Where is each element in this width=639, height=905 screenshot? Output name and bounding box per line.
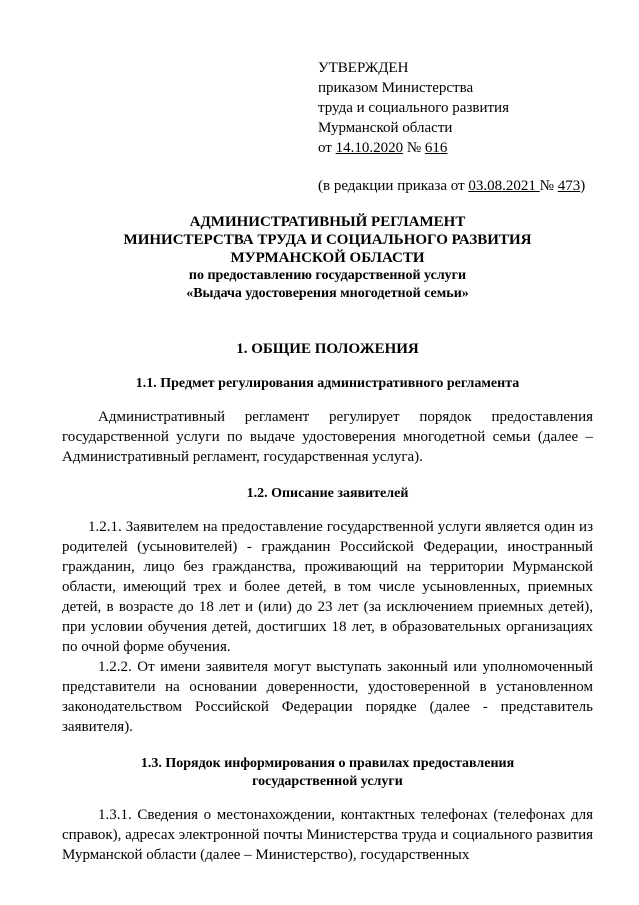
paragraph: 1.3.1. Сведения о местонахождении, контактных телефонах (телефонах для справок), адресах электронной почты Министерства труда и социального развития Мурманской области (далее – Министерство), государственных xyxy=(62,807,593,863)
paragraph: Административный регламент регулирует порядок предоставления государственной услуги по выдаче удостоверения многодетной семьи (далее – Административный регламент, государственная услуга). xyxy=(62,409,593,465)
approval-block xyxy=(318,58,628,196)
approval-line: приказом Министерства xyxy=(318,80,474,96)
subsection-heading: 1.1. Предмет регулирования административного регламента xyxy=(135,376,520,391)
document-body xyxy=(62,213,593,865)
subsection-heading: 1.3. Порядок информирования о правилах предоставления государственной услуги xyxy=(140,756,515,789)
approval-line: УТВЕРЖДЕН xyxy=(318,60,409,76)
section-heading: 1. ОБЩИЕ ПОЛОЖЕНИЯ xyxy=(236,341,419,357)
paragraph: 1.2.1. Заявителем на предоставление государственной услуги является один из родителей (усыновителей) - гражданин Российской Федерации, иностранный гражданин, лицо без гражданства, проживающий на территории Мурманской области, имеющий трех и более детей, в том числе усыновленных, приемных детей, в возрасте до 18 лет и (или) до 23 лет (за исключением приемных детей), при условии обучения детей, достигших 18 лет, в образовательных организациях по очной форме обучения. xyxy=(62,519,593,655)
approval-date-line: от 14.10.2020 № 616 xyxy=(318,140,448,156)
subsection-heading: 1.2. Описание заявителей xyxy=(246,486,409,501)
paragraph: 1.2.2. От имени заявителя могут выступать законный или уполномоченный представители на основании доверенности, удостоверенной в установленном законодательством Российской Федерации порядке (далее - представитель заявителя). xyxy=(62,659,593,735)
approval-date: 14.10.2020 xyxy=(335,140,404,156)
redaction-date: 03.08.2021 xyxy=(468,178,536,194)
approval-line: труда и социального развития xyxy=(318,100,509,116)
approval-number: 616 xyxy=(424,140,448,156)
redaction-number: 473 xyxy=(557,178,581,194)
redaction-line: (в редакции приказа от 03.08.2021 № 473) xyxy=(318,178,586,194)
approval-line: Мурманской области xyxy=(318,120,453,136)
document-title: АДМИНИСТРАТИВНЫЙ РЕГЛАМЕНТ МИНИСТЕРСТВА ТРУДА И СОЦИАЛЬНОГО РАЗВИТИЯ МУРМАНСКОЙ ОБЛАСТИ по предоставлению государственной услуги «Выдача удостоверения многодетной семьи» xyxy=(123,214,532,301)
